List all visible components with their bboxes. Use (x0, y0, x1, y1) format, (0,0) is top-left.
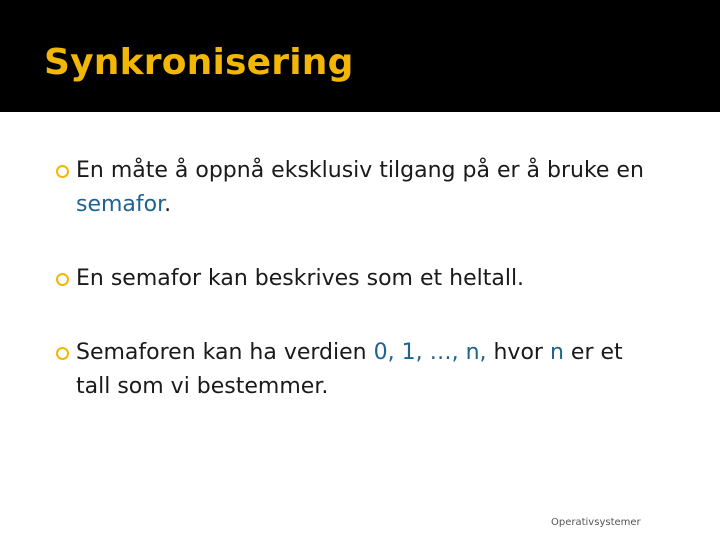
slide-title: Synkronisering (44, 42, 354, 83)
bullet-item (56, 262, 656, 296)
title-bar (0, 0, 720, 112)
bullet-marker-icon (56, 347, 69, 360)
bullet-text: En måte å oppnå eksklusiv tilgang på er å bruke en (76, 158, 644, 183)
footer-text: Operativsystemer (551, 517, 641, 528)
bullet-marker-icon (56, 273, 69, 286)
highlight-term: n (549, 340, 564, 365)
bullet-text: . (164, 192, 172, 217)
bullet-item (56, 154, 656, 222)
highlight-term: semafor (76, 192, 165, 217)
bullet-item (56, 336, 656, 404)
bullet-list (56, 154, 656, 404)
bullet-text: Semaforen kan ha verdien (76, 340, 374, 365)
bullet-text: hvor (486, 340, 550, 365)
bullet-marker-icon (56, 165, 69, 178)
highlight-term: 0, 1, …, n, (373, 340, 487, 365)
bullet-text: En semafor kan beskrives som et heltall. (76, 266, 525, 291)
bullet-text: er et tall som vi bestemmer. (76, 340, 623, 399)
